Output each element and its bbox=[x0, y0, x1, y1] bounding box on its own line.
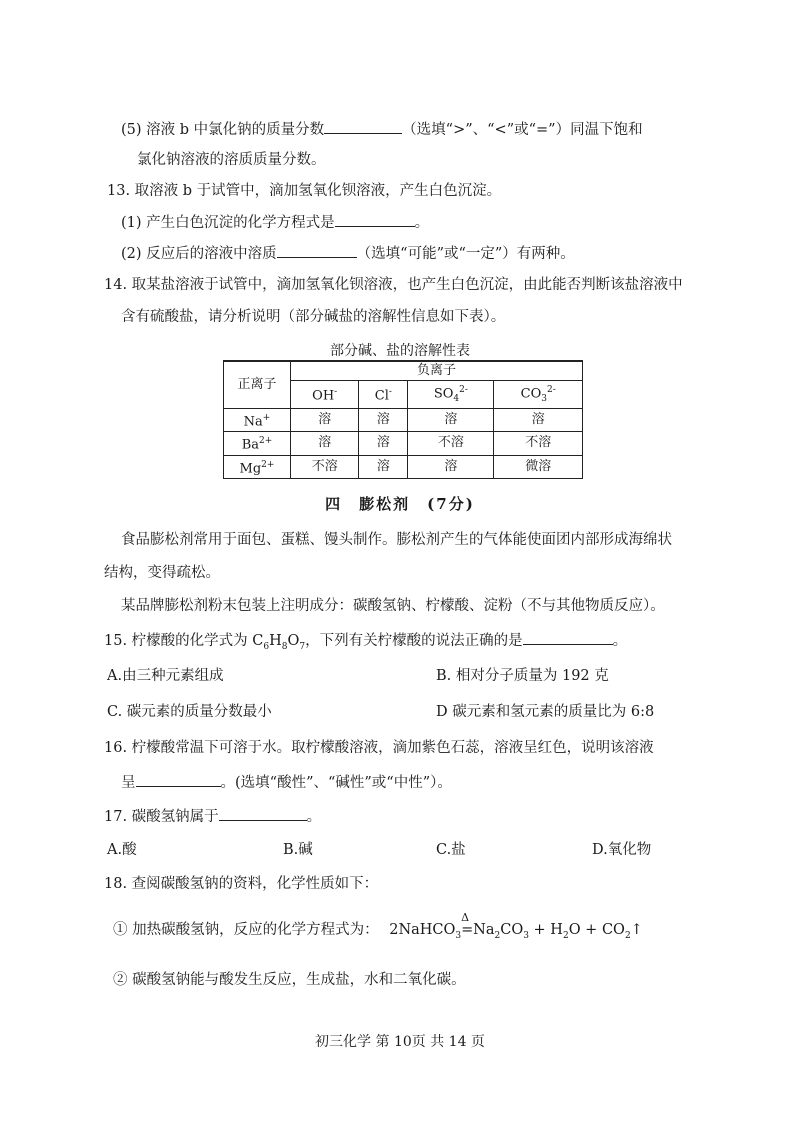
q18-stem: 18. 查阅碳酸氢钠的资料，化学性质如下： bbox=[104, 876, 379, 892]
q12-5-suffix: （选填“>”、“<”或“=”）同温下饱和 bbox=[402, 122, 643, 138]
cation-cell: Na+ bbox=[224, 408, 291, 431]
q18-item-2: ② 碳酸氢钠能与酸发生反应，生成盐，水和二氧化碳。 bbox=[113, 972, 466, 988]
table-cell: 溶 bbox=[408, 455, 494, 478]
q12-5-prefix: (5) 溶液 b 中氯化钠的质量分数 bbox=[121, 122, 325, 138]
q18-item-1: ① 加热碳酸氢钠，反应的化学方程式为： 2NaHCO$_3$ Δ $=Na_2CO_3 + H_2O$ + $CO_2↑$ bbox=[113, 911, 643, 941]
table-cell: 溶 bbox=[291, 432, 359, 455]
anion-oh: OH- bbox=[291, 381, 359, 409]
q16-line2: 呈 。(选填“酸性”、“碱性”或“中性”）。 bbox=[121, 772, 452, 793]
answer-blank-q13-2[interactable] bbox=[277, 243, 357, 258]
table-cell: 不溶 bbox=[408, 432, 494, 455]
answer-blank-q16[interactable] bbox=[136, 772, 221, 787]
cation-cell: $Ba^{2+}$ bbox=[224, 432, 291, 455]
anion-co3: $CO_3^{2-}$ bbox=[494, 381, 583, 409]
table-cell: 溶 bbox=[359, 455, 408, 478]
anion-so4: $SO_4^{2-}$ bbox=[408, 381, 494, 409]
section-intro-1: 食品膨松剂常用于面包、蛋糕、馒头制作。膨松剂产生的气体能使面团内部形成海绵状 bbox=[121, 532, 672, 548]
table-cell: 不溶 bbox=[291, 455, 359, 478]
cation-header: 正离子 bbox=[224, 361, 291, 408]
page-footer: 初三化学 第 10页 共 14 页 bbox=[315, 1034, 485, 1050]
q13-p1-suffix: 。 bbox=[414, 215, 430, 231]
q17-option-a[interactable]: A.酸 bbox=[107, 842, 137, 858]
q15-option-d[interactable]: D 碳元素和氢元素的质量比为 6:8 bbox=[436, 704, 655, 720]
table-row bbox=[224, 408, 583, 431]
section-intro-2: 结构，变得疏松。 bbox=[104, 565, 220, 581]
q13-part1 bbox=[121, 212, 429, 233]
answer-blank-q15[interactable] bbox=[523, 630, 613, 645]
table-row bbox=[224, 432, 583, 455]
q12-5-line1 bbox=[121, 119, 643, 140]
table-title: 部分碱、盐的溶解性表 bbox=[330, 343, 470, 359]
table-cell: 溶 bbox=[408, 408, 494, 431]
decomposition-equation: 2NaHCO$_3$ Δ $=Na_2CO_3 + H_2O$ + $CO_2↑$ bbox=[389, 911, 643, 941]
table-cell: 溶 bbox=[359, 432, 408, 455]
anion-cl: Cl- bbox=[359, 381, 408, 409]
table-header-row-1 bbox=[224, 361, 583, 381]
q13-p2-suffix: （选填“可能”或“一定”）有两种。 bbox=[356, 246, 575, 262]
section-title: 四 膨松剂 (7分) bbox=[325, 495, 475, 513]
answer-blank-q12-5[interactable] bbox=[324, 119, 402, 134]
table-cell: 溶 bbox=[359, 408, 408, 431]
q13-part2 bbox=[121, 243, 575, 264]
answer-blank-q17[interactable] bbox=[219, 806, 307, 821]
q13-p2-prefix: (2) 反应后的溶液中溶质 bbox=[121, 246, 277, 262]
solubility-table bbox=[223, 360, 583, 479]
q12-5-line2: 氯化钠溶液的溶质质量分数。 bbox=[137, 152, 326, 168]
q14-line1: 14. 取某盐溶液于试管中，滴加氢氧化钡溶液，也产生白色沉淀，由此能否判断该盐溶液中 bbox=[104, 277, 683, 293]
answer-blank-q13-1[interactable] bbox=[335, 212, 415, 227]
table-cell: 不溶 bbox=[494, 432, 583, 455]
q17-option-b[interactable]: B.碱 bbox=[283, 842, 313, 858]
q15-option-b[interactable]: B. 相对分子质量为 192 克 bbox=[436, 668, 609, 684]
q17-stem: 17. 碳酸氢钠属于 。 bbox=[104, 806, 321, 827]
q17-option-d[interactable]: D.氧化物 bbox=[592, 842, 652, 858]
q15-option-c[interactable]: C. 碳元素的质量分数最小 bbox=[107, 704, 272, 720]
cation-cell: $Mg^{2+}$ bbox=[224, 455, 291, 478]
table-cell: 溶 bbox=[494, 408, 583, 431]
table-cell: 微溶 bbox=[494, 455, 583, 478]
anion-header: 负离子 bbox=[291, 361, 583, 381]
table-cell: 溶 bbox=[291, 408, 359, 431]
q16-line1: 16. 柠檬酸常温下可溶于水。取柠檬酸溶液，滴加紫色石蕊，溶液呈红色，说明该溶液 bbox=[104, 740, 654, 756]
table-row bbox=[224, 455, 583, 478]
q13-stem: 13. 取溶液 b 于试管中，滴加氢氧化钡溶液，产生白色沉淀。 bbox=[107, 183, 502, 199]
q13-p1-prefix: (1) 产生白色沉淀的化学方程式是 bbox=[121, 215, 335, 231]
q17-option-c[interactable]: C.盐 bbox=[436, 842, 466, 858]
section-intro-3: 某品牌膨松剂粉末包装上注明成分：碳酸氢钠、柠檬酸、淀粉（不与其他物质反应）。 bbox=[121, 598, 665, 614]
q15-option-a[interactable]: A.由三种元素组成 bbox=[107, 668, 224, 684]
q15-stem: 15. 柠檬酸的化学式为 $C_6H_8O_7$，下列有关柠檬酸的说法正确的是 。 bbox=[104, 630, 627, 657]
q14-line2: 含有硫酸盐，请分析说明（部分碱盐的溶解性信息如下表）。 bbox=[121, 309, 506, 325]
